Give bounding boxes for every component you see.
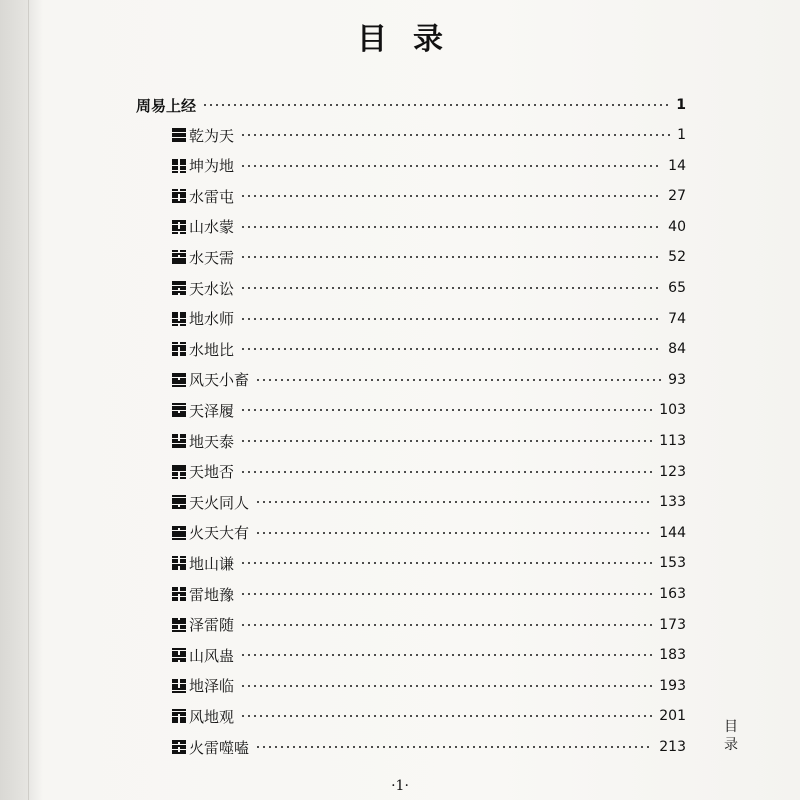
entry-name: 风天小畜 <box>189 371 250 390</box>
entry-page-number: 84 <box>668 341 686 358</box>
hexagram-icon <box>172 526 186 540</box>
hexagram-icon <box>172 159 186 173</box>
hexagram-icon <box>172 220 186 234</box>
entry-label <box>172 278 234 299</box>
toc-entry-row[interactable] <box>172 244 686 270</box>
entry-page-number: 193 <box>659 677 686 694</box>
toc-entry-row[interactable] <box>172 581 686 607</box>
dot-leader <box>240 593 653 595</box>
entry-label <box>172 522 249 543</box>
page-number: ·1· <box>391 778 409 794</box>
entry-page-number: 14 <box>668 157 686 174</box>
entry-page-number: 201 <box>659 708 686 725</box>
toc-entry-row[interactable] <box>172 183 686 209</box>
hexagram-icon <box>172 281 186 295</box>
hexagram-icon <box>172 618 186 632</box>
entry-name: 泽雷随 <box>189 616 235 635</box>
entry-label <box>172 186 234 207</box>
dot-leader <box>240 654 653 656</box>
hexagram-icon <box>172 189 186 203</box>
entry-label <box>172 125 234 146</box>
dot-leader <box>240 287 662 289</box>
entry-name: 地天泰 <box>189 432 235 451</box>
hexagram-icon <box>172 342 186 356</box>
entry-name: 风地观 <box>189 707 235 726</box>
toc-entry-row[interactable] <box>172 489 686 515</box>
section-label: 周易上经 <box>136 96 197 115</box>
hexagram-icon <box>172 587 186 601</box>
hexagram-icon <box>172 403 186 417</box>
entry-name: 地泽临 <box>189 677 235 696</box>
side-tab-label: 目录 <box>724 719 738 753</box>
entry-page-number: 153 <box>659 555 686 572</box>
entry-label <box>172 461 234 482</box>
toc-entry-row[interactable] <box>172 520 686 546</box>
entry-name: 天泽履 <box>189 401 235 420</box>
entry-label <box>172 675 234 696</box>
toc-entry-row[interactable] <box>172 550 686 576</box>
entry-label <box>172 247 234 268</box>
entry-page-number: 133 <box>659 494 686 511</box>
toc-entry-row[interactable] <box>172 336 686 362</box>
dot-leader <box>240 715 653 717</box>
dot-leader <box>240 685 653 687</box>
entry-page-number: 144 <box>659 524 686 541</box>
entry-page-number: 183 <box>659 647 686 664</box>
entry-page-number: 123 <box>659 463 686 480</box>
entry-name: 雷地豫 <box>189 585 235 604</box>
entry-label <box>172 737 249 758</box>
entry-page-number: 173 <box>659 616 686 633</box>
hexagram-icon <box>172 709 186 723</box>
entry-label <box>172 155 234 176</box>
book-gutter <box>0 0 28 800</box>
toc-entry-row[interactable] <box>172 306 686 332</box>
dot-leader <box>240 318 662 320</box>
dot-leader <box>240 195 662 197</box>
entry-name: 火雷噬嗑 <box>189 738 250 757</box>
hexagram-icon <box>172 373 186 387</box>
dot-leader <box>240 562 653 564</box>
dot-leader <box>240 440 653 442</box>
toc-entry-row[interactable] <box>172 459 686 485</box>
hexagram-icon <box>172 648 186 662</box>
entry-page-number: 93 <box>668 371 686 388</box>
entry-name: 坤为地 <box>189 157 235 176</box>
entry-name: 天水讼 <box>189 279 235 298</box>
entry-label <box>172 706 234 727</box>
entry-name: 地山谦 <box>189 554 235 573</box>
entry-name: 水雷屯 <box>189 187 235 206</box>
entry-page-number: 52 <box>668 249 686 266</box>
toc-entry-row[interactable] <box>172 428 686 454</box>
toc-entry-row[interactable] <box>172 642 686 668</box>
entry-name: 山风蛊 <box>189 646 235 665</box>
hexagram-icon <box>172 250 186 264</box>
entry-name: 天地否 <box>189 463 235 482</box>
entry-name: 地水师 <box>189 310 235 329</box>
entry-page-number: 103 <box>659 402 686 419</box>
dot-leader <box>255 379 662 381</box>
entry-name: 水天需 <box>189 248 235 267</box>
dot-leader <box>255 501 653 503</box>
entry-name: 水地比 <box>189 340 235 359</box>
entry-label <box>172 645 234 666</box>
toc-entry-row[interactable] <box>172 275 686 301</box>
toc-entry-row[interactable] <box>172 153 686 179</box>
dot-leader <box>202 104 670 106</box>
dot-leader <box>240 165 662 167</box>
entry-label <box>172 614 234 635</box>
entry-page-number: 40 <box>668 218 686 235</box>
dot-leader <box>240 409 653 411</box>
entry-label <box>172 369 249 390</box>
entry-name: 乾为天 <box>189 126 235 145</box>
entry-page-number: 213 <box>659 739 686 755</box>
section-page-number: 1 <box>676 97 686 113</box>
dot-leader <box>240 256 662 258</box>
hexagram-icon <box>172 679 186 693</box>
page-title: 目录 <box>357 22 469 57</box>
entry-label <box>172 308 234 329</box>
dot-leader <box>255 532 653 534</box>
toc-entry-row[interactable] <box>172 673 686 699</box>
entry-name: 天火同人 <box>189 493 250 512</box>
entry-label <box>172 339 234 360</box>
entry-page-number: 74 <box>668 310 686 327</box>
entry-page-number: 27 <box>668 188 686 205</box>
dot-leader <box>255 746 653 748</box>
toc-entry-row[interactable] <box>172 367 686 393</box>
dot-leader <box>240 471 653 473</box>
toc-entry-row[interactable] <box>172 122 686 148</box>
hexagram-icon <box>172 434 186 448</box>
entry-label <box>172 216 234 237</box>
hexagram-icon <box>172 312 186 326</box>
entry-label <box>172 431 234 452</box>
hexagram-icon <box>172 465 186 479</box>
dot-leader <box>240 624 653 626</box>
hexagram-icon <box>172 495 186 509</box>
hexagram-icon <box>172 556 186 570</box>
toc-section-row[interactable] <box>136 92 686 118</box>
entry-label <box>172 400 234 421</box>
entry-page-number: 65 <box>668 280 686 296</box>
dot-leader <box>240 134 671 136</box>
dot-leader <box>240 348 662 350</box>
dot-leader <box>240 226 662 228</box>
toc-entry-row[interactable] <box>172 734 686 760</box>
toc-entry-row[interactable] <box>172 397 686 423</box>
entry-label <box>172 553 234 574</box>
entry-page-number: 163 <box>659 586 686 602</box>
entry-name: 山水蒙 <box>189 218 235 237</box>
hexagram-icon <box>172 740 186 754</box>
toc-entry-row[interactable] <box>172 703 686 729</box>
toc-entry-row[interactable] <box>172 214 686 240</box>
entry-page-number: 113 <box>659 433 686 449</box>
entry-label <box>172 492 249 513</box>
toc-entry-row[interactable] <box>172 612 686 638</box>
entry-name: 火天大有 <box>189 524 250 543</box>
entry-label <box>172 584 234 605</box>
hexagram-icon <box>172 128 186 142</box>
entry-page-number: 1 <box>677 127 686 143</box>
